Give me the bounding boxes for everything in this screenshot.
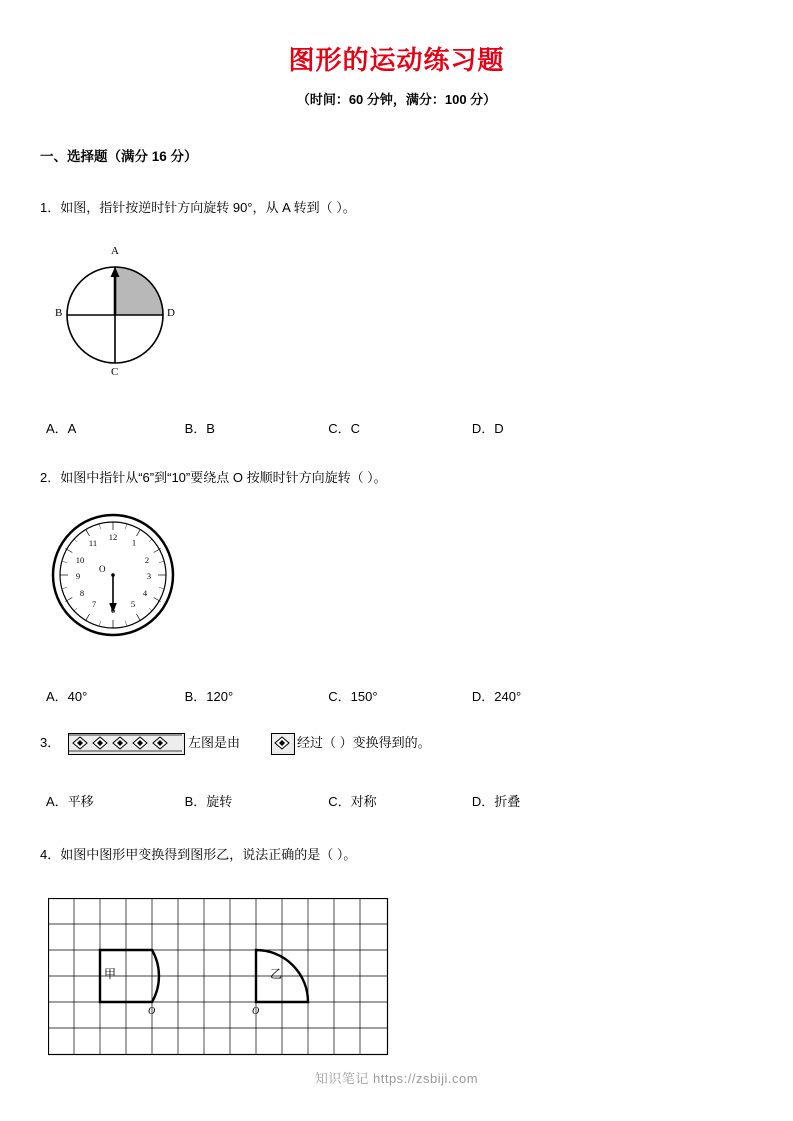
svg-text:9: 9 (75, 571, 81, 581)
svg-text:4: 4 (142, 588, 148, 598)
svg-text:10: 10 (75, 555, 85, 565)
question-4-figure (48, 898, 438, 1066)
svg-text:1: 1 (131, 537, 137, 548)
question-2-text: 2．如图中指针从“6”到“10”要绕点 O 按顺时针方向旋转（ ）。 (40, 470, 387, 485)
question-2-option-a[interactable]: A．40° (46, 689, 88, 704)
grid-origin-right: O (252, 1006, 260, 1017)
svg-text:12: 12 (108, 532, 118, 542)
grid-label-yi: 乙 (270, 967, 283, 981)
clock-diagram (45, 510, 205, 645)
circle-label-bottom: C (111, 366, 119, 378)
question-1-option-b[interactable]: B．B (184, 421, 215, 436)
question-2-option-d[interactable]: D．240° (471, 689, 522, 704)
question-3-option-c[interactable]: C．对称 (328, 794, 377, 809)
question-3-option-d[interactable]: D．折叠 (471, 794, 521, 809)
page-subtitle: （时间：60 分钟，满分：100 分） (296, 92, 497, 107)
circle-label-right: D (167, 307, 175, 319)
svg-text:3: 3 (146, 571, 152, 581)
question-2-figure (45, 510, 205, 645)
question-3-option-a[interactable]: A．平移 (46, 794, 94, 809)
diamond-pattern-icon (69, 734, 182, 752)
single-diamond-icon (272, 734, 292, 752)
grid-transformation-diagram (48, 898, 438, 1066)
question-1-option-c[interactable]: C．C (328, 421, 361, 436)
watermark: 知识笔记 https://zsbiji.com (314, 1071, 479, 1086)
question-1-option-a[interactable]: A．A (46, 421, 77, 436)
svg-text:8: 8 (79, 588, 85, 598)
question-3-suffix: 经过（ ）变换得到的。 (297, 735, 431, 750)
circle-rotation-diagram (60, 250, 240, 390)
question-3-options (46, 791, 746, 810)
page-title: 图形的运动练习题 (288, 45, 505, 75)
circle-label-top: A (111, 245, 119, 257)
question-1-figure (55, 245, 240, 390)
clock-center-label: O (99, 564, 106, 574)
question-1-options (46, 418, 746, 437)
question-3-pattern-strip (68, 733, 185, 755)
question-3-option-b[interactable]: B．旋转 (184, 794, 233, 809)
question-1-text: 1．如图，指针按逆时针方向旋转 90°，从 A 转到（ ）。 (40, 200, 356, 215)
question-4-text: 4．如图中图形甲变换得到图形乙，说法正确的是（ ）。 (40, 847, 357, 862)
question-2-option-c[interactable]: C．150° (328, 689, 378, 704)
svg-text:7: 7 (91, 599, 97, 609)
svg-text:2: 2 (144, 555, 150, 565)
question-3-middle: 左图是由 (188, 735, 241, 750)
question-2-option-b[interactable]: B．120° (184, 689, 234, 704)
question-3-single-motif (271, 733, 295, 755)
question-2-options (46, 686, 746, 705)
grid-origin-left: O (148, 1006, 156, 1017)
svg-text:11: 11 (88, 538, 98, 548)
grid-label-jia: 甲 (104, 967, 117, 981)
question-1-option-d[interactable]: D．D (471, 421, 504, 436)
circle-label-left: B (55, 307, 63, 319)
svg-text:5: 5 (130, 599, 136, 609)
section-heading: 一、选择题（满分 16 分） (40, 149, 198, 164)
question-3-prefix: 3． (40, 735, 61, 750)
